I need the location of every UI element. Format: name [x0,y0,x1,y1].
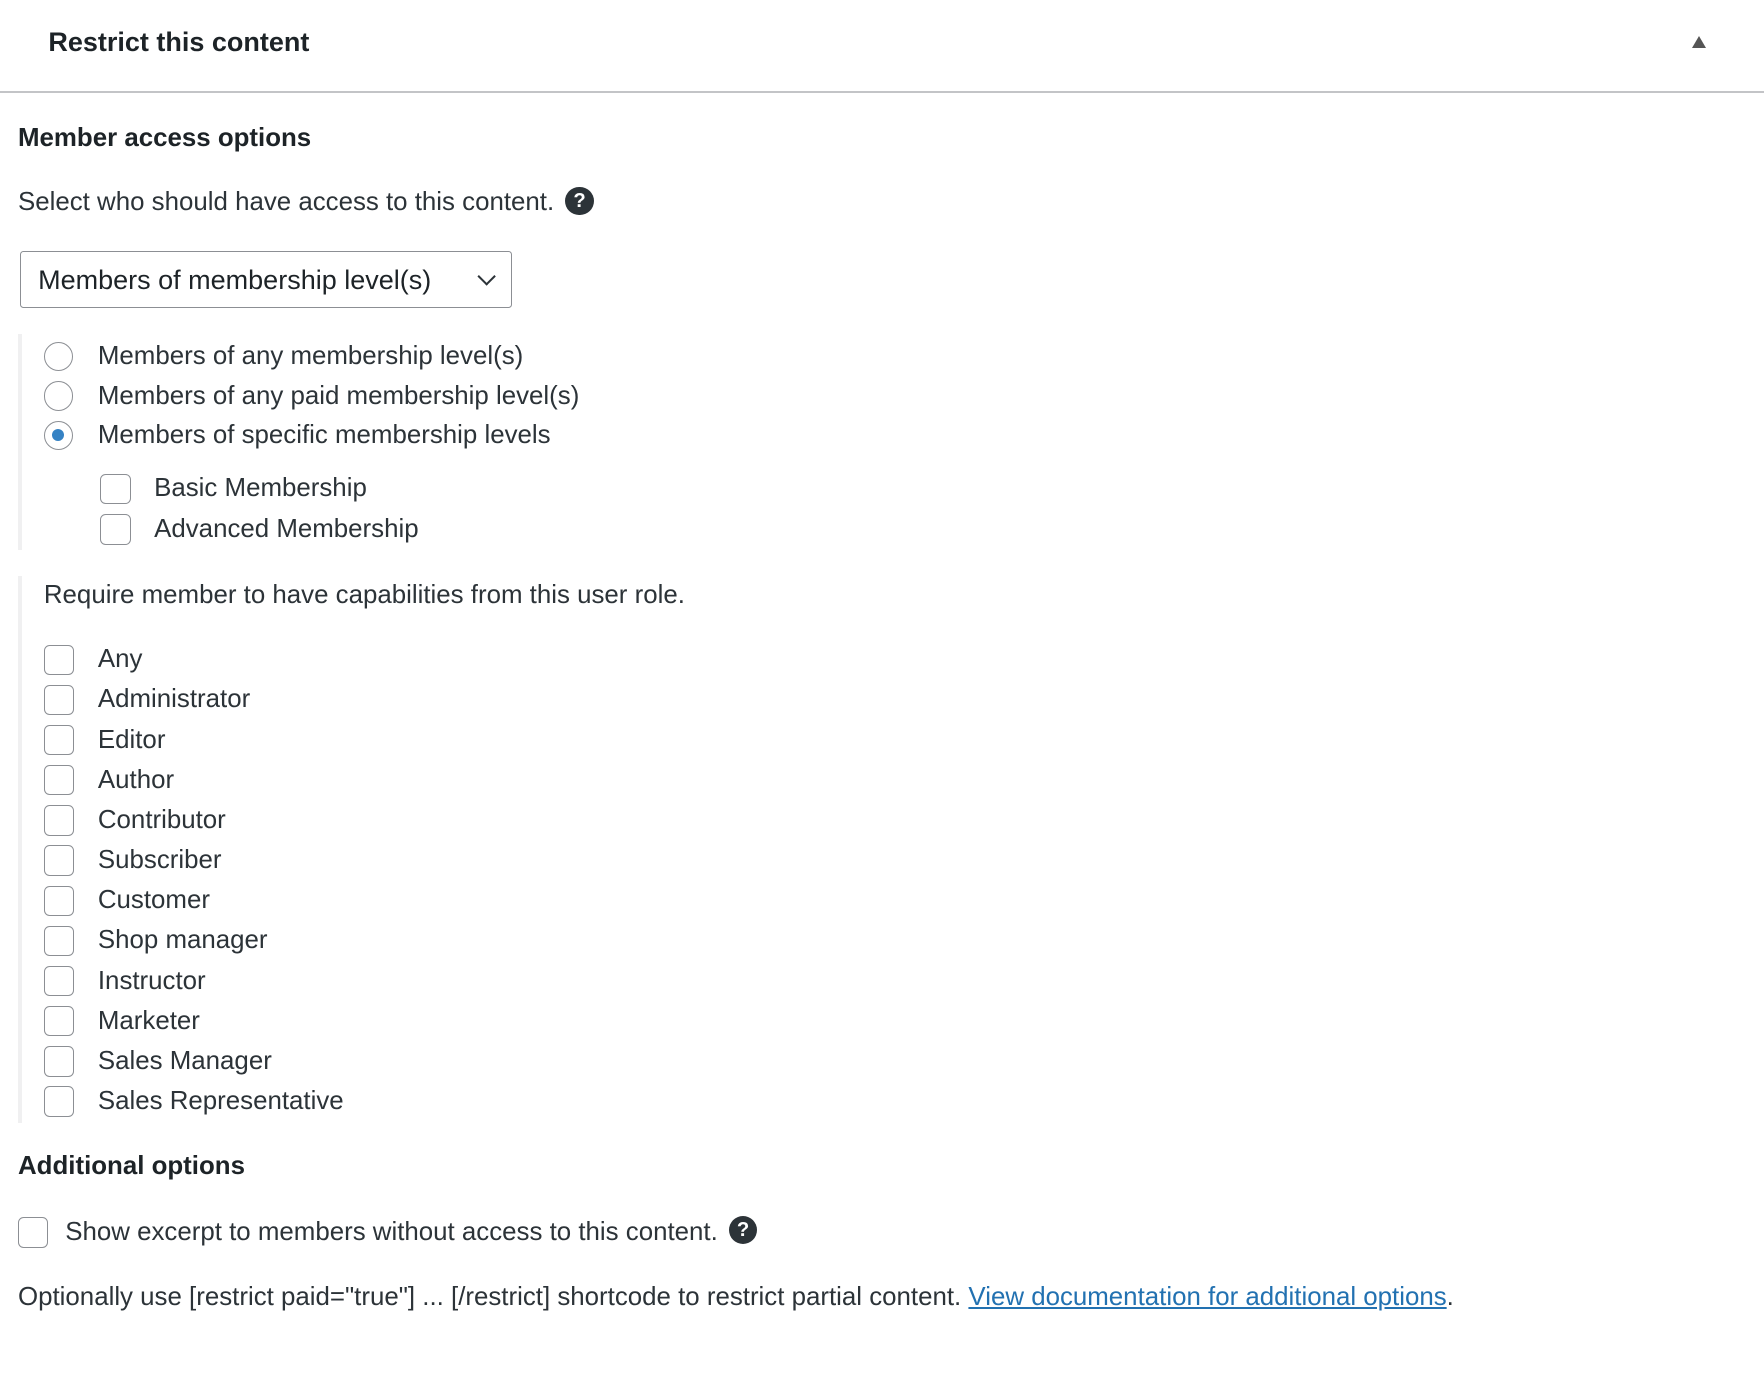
checkbox[interactable] [44,966,74,996]
checkbox-label: Shop manager [97,926,268,955]
checkbox-label: Instructor [97,966,206,995]
role-option[interactable] [44,685,250,715]
radio-button[interactable] [44,342,73,371]
documentation-link[interactable]: View documentation for additional options [968,1282,1447,1311]
panel-title: Restrict this content [48,27,310,57]
checkbox[interactable] [44,1086,74,1116]
role-option[interactable] [44,765,174,795]
checkbox[interactable] [44,926,74,956]
checkbox-label: Administrator [97,685,251,714]
radio-label: Members of any paid membership level(s) [97,381,580,410]
level-advanced[interactable] [100,514,418,544]
role-option[interactable] [44,645,143,675]
checkbox-label: Sales Manager [97,1046,272,1075]
role-option[interactable] [44,886,210,916]
checkbox-label: Sales Representative [97,1087,344,1116]
checkbox[interactable] [44,765,74,795]
level-basic[interactable] [100,474,367,504]
role-option[interactable] [44,845,222,875]
role-option[interactable] [44,1086,344,1116]
checkbox-label: Author [97,765,175,794]
radio-any-level[interactable] [44,342,523,371]
radio-label: Members of any membership level(s) [97,342,524,371]
help-icon[interactable]: ? [729,1216,757,1244]
radio-label: Members of specific membership levels [97,420,551,449]
roles-prompt: Require member to have capabilities from this user role. [43,580,685,609]
checkbox[interactable] [18,1217,48,1247]
checkbox-label: Subscriber [97,846,222,875]
access-select[interactable] [20,251,512,308]
checkbox-label: Contributor [97,805,226,834]
radio-paid-level[interactable] [44,381,579,410]
radio-button-checked[interactable] [44,421,73,450]
checkbox-label: Basic Membership [154,474,367,503]
shortcode-note [18,1283,1454,1312]
additional-options-heading: Additional options [18,1152,245,1180]
collapse-toggle-icon[interactable] [1692,36,1706,48]
checkbox[interactable] [44,645,74,675]
role-option[interactable] [44,805,226,835]
chevron-down-icon [477,267,496,286]
access-prompt-text: Select who should have access to this content. [18,187,555,216]
role-option[interactable] [44,725,166,755]
access-prompt [18,188,594,217]
checkbox[interactable] [100,474,130,504]
checkbox-label: Editor [97,725,166,754]
radio-specific-levels[interactable] [44,421,551,450]
checkbox-label: Show excerpt to members without access to this content. [65,1217,718,1246]
note-text: Optionally use [restrict paid="true"] ... [/restrict] shortcode to restrict partial content. [18,1282,962,1311]
radio-button[interactable] [44,381,73,410]
checkbox-label: Marketer [97,1006,200,1035]
access-select-value: Members of membership level(s) [38,265,432,296]
checkbox[interactable] [44,725,74,755]
member-access-heading: Member access options [18,123,312,152]
role-option[interactable] [44,1006,200,1036]
role-option[interactable] [44,966,206,996]
show-excerpt-option[interactable] [18,1217,757,1247]
checkbox[interactable] [44,1006,74,1036]
checkbox[interactable] [100,514,130,544]
membership-options-group [18,334,22,550]
panel-header[interactable] [0,0,1764,93]
role-option[interactable] [44,926,268,956]
checkbox-label: Advanced Membership [154,514,419,543]
checkbox[interactable] [44,886,74,916]
role-option[interactable] [44,1046,272,1076]
checkbox-label: Customer [97,886,210,915]
checkbox[interactable] [44,805,74,835]
checkbox[interactable] [44,1046,74,1076]
help-icon[interactable]: ? [565,187,593,215]
period: . [1446,1282,1454,1311]
checkbox[interactable] [44,845,74,875]
checkbox-label: Any [97,645,143,674]
roles-group [18,576,22,1123]
checkbox[interactable] [44,685,74,715]
